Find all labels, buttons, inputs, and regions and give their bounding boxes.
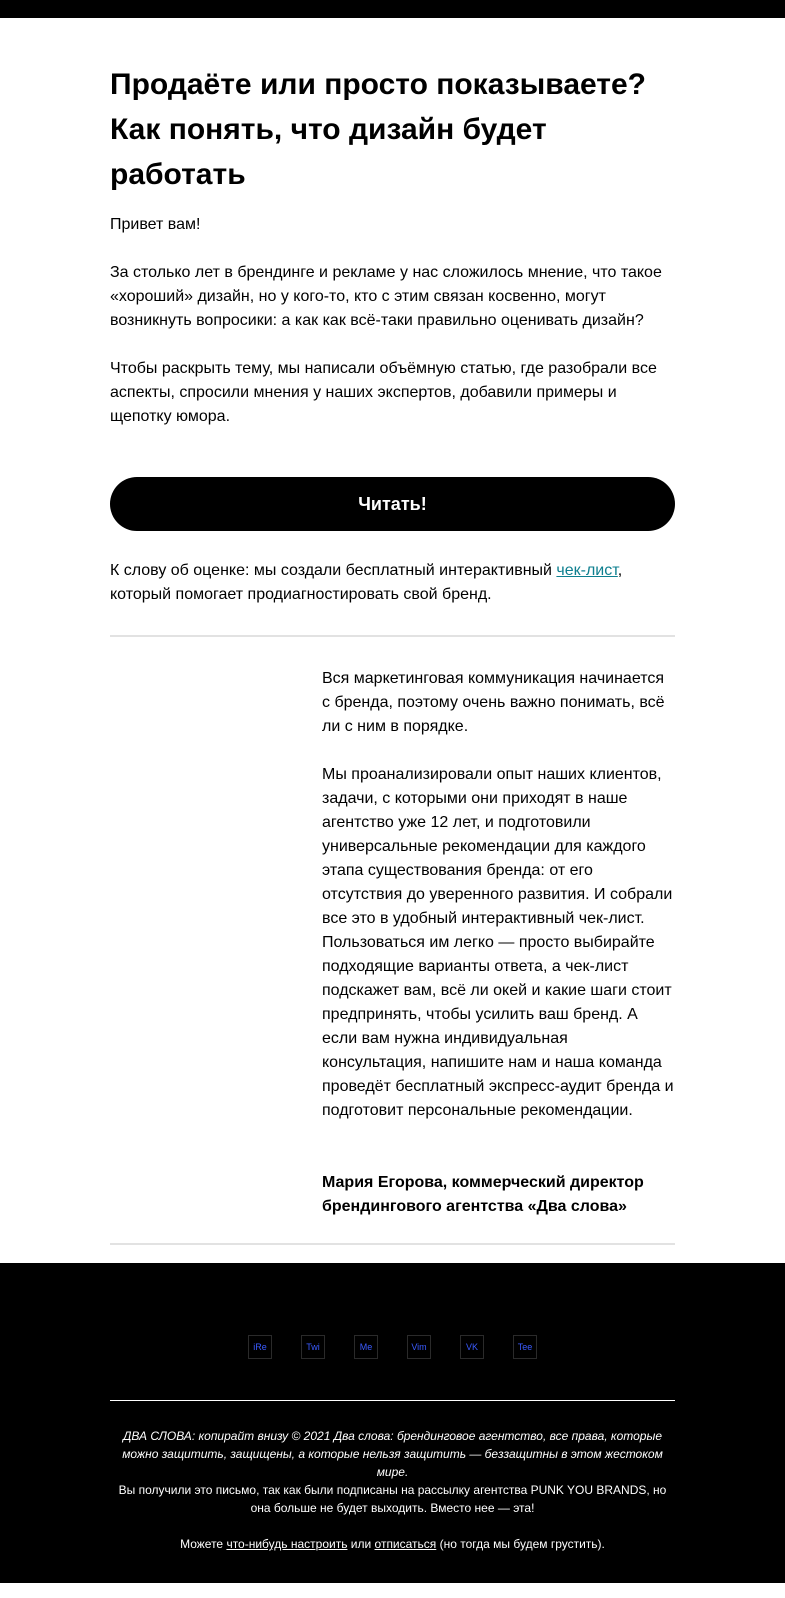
settings-link[interactable]: что-нибудь настроить [226,1537,348,1551]
email-title: Продаёте или просто показываете? Как понять, что дизайн будет работать [110,68,647,191]
quote-signature: Мария Егорова, коммерческий директор брендингового агентства «Два слова» [322,1174,644,1215]
greeting: Привет вам! [110,216,201,233]
footer [0,1263,785,1583]
settings-line [110,1535,675,1553]
quote-block [110,667,675,1219]
twitter-icon[interactable]: Twi [301,1335,325,1359]
instagram-icon[interactable]: iRe [248,1335,272,1359]
footer-divider [110,1400,675,1401]
checklist-note-before: К слову об оценке: мы создали бесплатный интерактивный [110,562,557,579]
quote-paragraph-1: Вся маркетинговая коммуникация начинается с бренда, поэтому очень важно понимать, всё ли с ним в порядке. [322,670,665,735]
bottom-divider [110,1243,675,1245]
social-links [0,1335,785,1359]
quote-photo-placeholder [110,667,322,1219]
medium-icon[interactable]: Me [354,1335,378,1359]
checklist-note [110,559,675,607]
email-body [110,62,675,1219]
quote-text [322,667,675,1219]
checklist-note-after: , который помогает продиагностировать свой бренд. [110,562,623,603]
top-bar [0,0,785,18]
footer-text [110,1427,675,1553]
settings-middle: или [347,1537,375,1551]
subscription-text: Вы получили это письмо, так как были подписаны на рассылку агентства PUNK YOU BRANDS, но она больше не будет выходить. Вместо нее — эта! [118,1483,667,1515]
vimeo-icon[interactable]: Vim [407,1335,431,1359]
settings-suffix: (но тогда мы будем грустить). [436,1537,605,1551]
settings-prefix: Можете [180,1537,227,1551]
intro-paragraph: За столько лет в брендинге и рекламе у нас сложилось мнение, что такое «хороший» дизайн, но у кого-то, кто с этим связан косвенно, могут возникнуть вопросики: а как как всё-таки правильно оценивать дизайн? [110,264,662,329]
telegram-icon[interactable]: Tee [513,1335,537,1359]
vk-icon[interactable]: VK [460,1335,484,1359]
article-paragraph: Чтобы раскрыть тему, мы написали объёмную статью, где разобрали все аспекты, спросили мнения у наших экспертов, добавили примеры и щепотку юмора. [110,360,657,425]
checklist-link[interactable]: чек-лист [556,562,618,579]
read-button[interactable]: Читать! [110,477,675,531]
unsubscribe-link[interactable]: отписаться [374,1537,437,1551]
copyright-text: ДВА СЛОВА: копирайт внизу © 2021 Два слова: брендинговое агентство, все права, которые можно защитить, защищены, а которые нельзя защитить — беззащитны в этом жестоком мире. [122,1429,663,1479]
quote-paragraph-2: Мы проанализировали опыт наших клиентов, задачи, с которыми они приходят в наше агентство уже 12 лет, и подготовили универсальные рекомендации для каждого этапа существования бренда: от его отсутствия до уверенного развития. И собрали все это в удобный интерактивный чек-лист. Пользоваться им легко — просто выбирайте подходящие варианты ответа, а чек-лист подскажет вам, всё ли окей и какие шаги стоит предпринять, чтобы усилить ваш бренд. А если вам нужна индивидуальная консультация, напишите нам и наша команда проведёт бесплатный экспресс-аудит бренда и подготовит персональные рекомендации. [322,766,674,1119]
spacer [110,1517,675,1535]
section-divider [110,635,675,637]
